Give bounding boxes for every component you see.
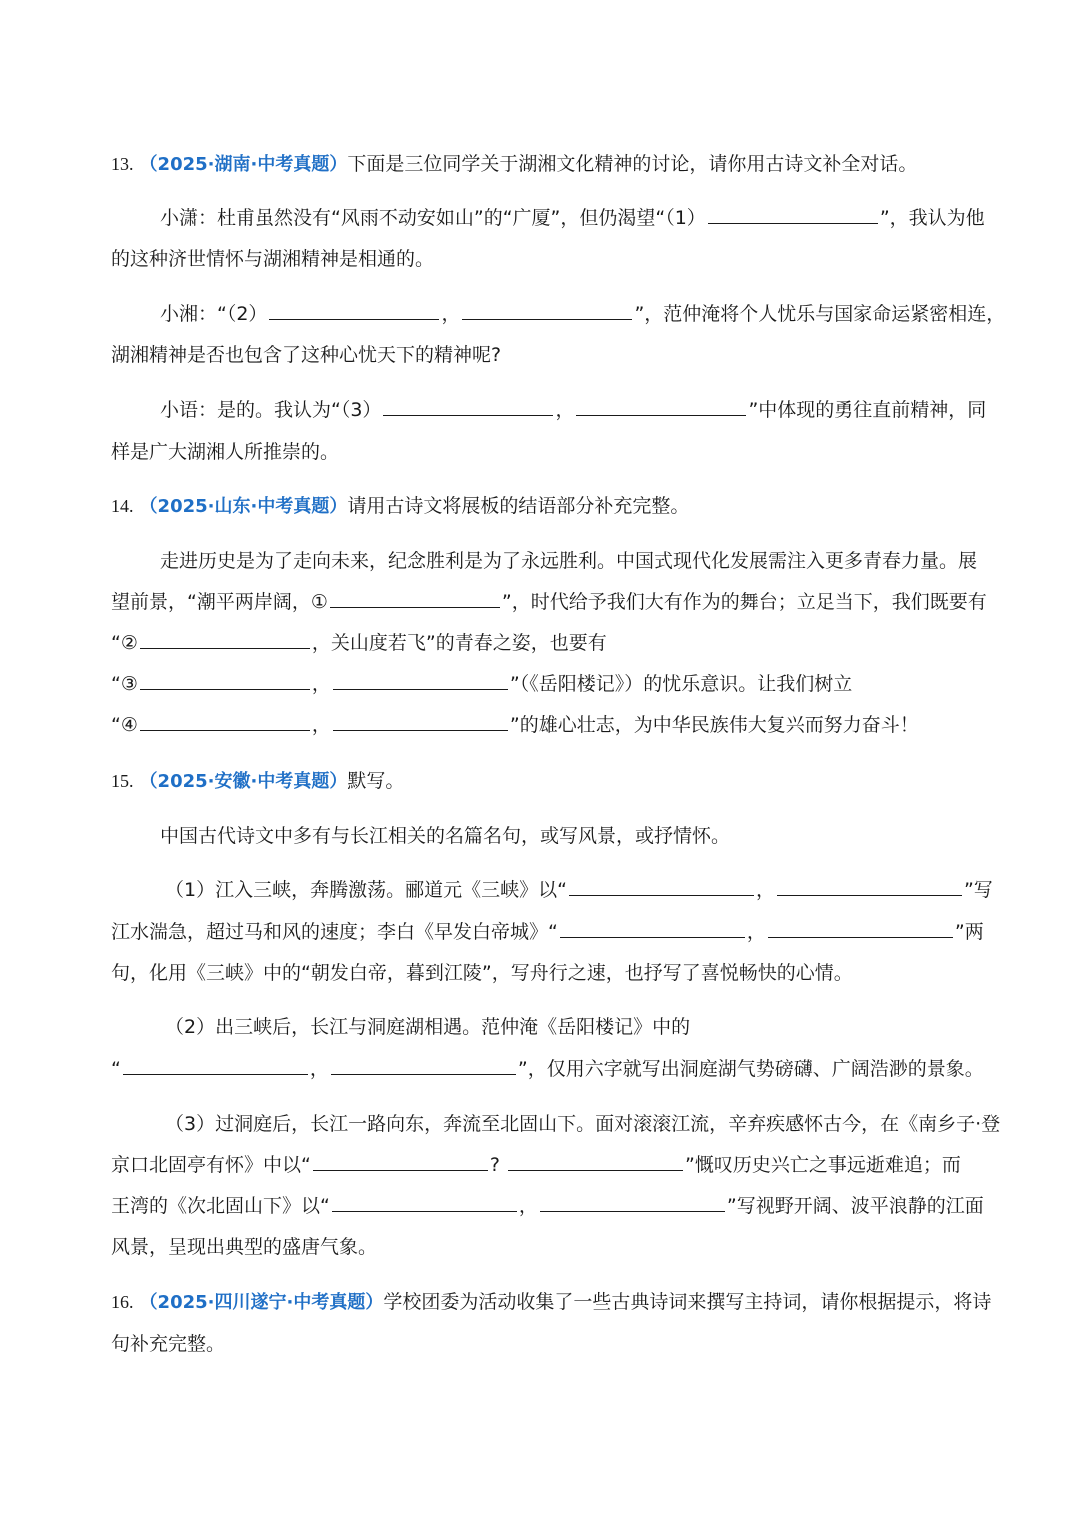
q14-text: ，关山度若飞”的青春之姿，也要有 <box>311 632 607 654</box>
q14-text: “④ <box>111 714 138 736</box>
q14-line-1: 走进历史是为了走向未来，纪念胜利是为了永远胜利。中国式现代化发展需注入更多青春力量。展 <box>160 550 978 572</box>
blank-field[interactable] <box>269 300 439 320</box>
q16-source-tag: （2025·四川遂宁·中考真题） <box>139 1292 384 1313</box>
q14-text: ”，时代给予我们大有作为的舞台；立足当下，我们既要有 <box>501 591 987 613</box>
q15-part-1-line-2 <box>111 918 984 946</box>
blank-field[interactable] <box>768 918 953 938</box>
blank-field[interactable] <box>383 396 553 416</box>
blank-field[interactable] <box>569 876 754 896</box>
blank-field[interactable] <box>313 1151 488 1171</box>
q14-stem-line <box>111 492 689 520</box>
q14-source-tag: （2025·山东·中考真题） <box>139 496 348 517</box>
q13-text: 小潇：杜甫虽然没有“风雨不动安如山”的“广厦”，但仍渴望“（1） <box>160 207 706 229</box>
q15-text: ， <box>755 879 775 901</box>
q14-stem: 请用古诗文将展板的结语部分补充完整。 <box>347 495 690 517</box>
blank-field[interactable] <box>508 1151 683 1171</box>
q16-number: 16. <box>111 1292 134 1312</box>
q14-line-3 <box>111 629 607 657</box>
q13-line-3 <box>160 300 1005 328</box>
q15-text: ”慨叹历史兴亡之事远逝难追；而 <box>685 1154 961 1176</box>
q15-part-3-line-2 <box>111 1151 961 1179</box>
q15-text: （1）江入三峡，奔腾激荡。郦道元《三峡》以“ <box>165 879 567 901</box>
blank-field[interactable] <box>140 629 310 649</box>
q13-text: ”中体现的勇往直前精神，同 <box>748 399 987 421</box>
q14-text: ， <box>311 673 331 695</box>
q13-line-4: 湖湘精神是否也包含了这种心忧天下的精神呢? <box>111 344 502 366</box>
blank-field[interactable] <box>333 711 508 731</box>
q13-line-2: 的这种济世情怀与湖湘精神是相通的。 <box>111 248 435 270</box>
q15-stem-line <box>111 767 404 795</box>
blank-field[interactable] <box>332 1192 517 1212</box>
q15-text: 王湾的《次北固山下》以“ <box>111 1195 330 1217</box>
q15-intro: 中国古代诗文中多有与长江相关的名篇名句，或写风景，或抒情怀。 <box>160 825 731 847</box>
q15-part-3-line-3 <box>111 1192 984 1220</box>
q15-text: 江水湍急，超过马和风的速度；李白《早发白帝城》“ <box>111 921 558 943</box>
q14-text: ”的雄心壮志，为中华民族伟大复兴而努力奋斗！ <box>509 714 919 736</box>
q13-number: 13. <box>111 154 134 174</box>
q13-source-tag: （2025·湖南·中考真题） <box>139 154 348 175</box>
blank-field[interactable] <box>140 711 310 731</box>
q15-part-1-line-3: 句，化用《三峡》中的“朝发白帝，暮到江陵”，写舟行之速，也抒写了喜悦畅快的心情。 <box>111 962 853 984</box>
q14-text: 望前景，“潮平两岸阔，① <box>111 591 328 613</box>
q15-text: ? <box>489 1154 500 1176</box>
blank-field[interactable] <box>123 1055 308 1075</box>
q13-text: ”，我认为他 <box>879 207 985 229</box>
q15-text: ”两 <box>954 921 984 943</box>
q14-text: “② <box>111 632 138 654</box>
q15-text: ， <box>746 921 766 943</box>
blank-field[interactable] <box>462 300 632 320</box>
q14-line-5 <box>111 711 919 739</box>
q13-line-6: 样是广大湖湘人所推崇的。 <box>111 441 340 463</box>
blank-field[interactable] <box>708 204 878 224</box>
q13-stem-line <box>111 150 917 178</box>
q14-text: ， <box>311 714 331 736</box>
q16-stem: 学校团委为活动收集了一些古典诗词来撰写主持词，请你根据提示，将诗 <box>383 1291 992 1313</box>
q15-text: “ <box>111 1058 121 1080</box>
blank-field[interactable] <box>140 670 310 690</box>
blank-field[interactable] <box>540 1192 725 1212</box>
q15-text: ， <box>518 1195 538 1217</box>
q14-text: ”（《岳阳楼记》）的忧乐意识。让我们树立 <box>509 673 853 695</box>
blank-field[interactable] <box>777 876 962 896</box>
blank-field[interactable] <box>333 670 508 690</box>
blank-field[interactable] <box>331 1055 516 1075</box>
q13-line-5 <box>160 396 986 424</box>
q15-text: ”，仅用六字就写出洞庭湖气势磅礴、广阔浩渺的景象。 <box>517 1058 984 1080</box>
q15-part-3-line-1: （3）过洞庭后，长江一路向东，奔流至北固山下。面对滚滚江流，辛弃疾感怀古今，在《南乡子·登 <box>165 1113 1001 1135</box>
q15-part-3-line-4: 风景，呈现出典型的盛唐气象。 <box>111 1236 378 1258</box>
blank-field[interactable] <box>576 396 746 416</box>
q15-text: ， <box>309 1058 329 1080</box>
blank-field[interactable] <box>330 588 500 608</box>
q15-part-2-line-2 <box>111 1055 984 1083</box>
q14-text: “③ <box>111 673 138 695</box>
q15-text: 京口北固亭有怀》中以“ <box>111 1154 311 1176</box>
q14-number: 14. <box>111 496 134 516</box>
q15-text: ”写 <box>963 879 993 901</box>
q14-line-2 <box>111 588 987 616</box>
q15-number: 15. <box>111 771 134 791</box>
q16-line-2: 句补充完整。 <box>111 1333 226 1355</box>
q15-part-2-line-1: （2）出三峡后，长江与洞庭湖相遇。范仲淹《岳阳楼记》中的 <box>165 1016 691 1038</box>
q15-source-tag: （2025·安徽·中考真题） <box>139 771 348 792</box>
q15-part-1-line-1 <box>165 876 993 904</box>
q15-stem: 默写。 <box>347 770 405 792</box>
q15-text: ”写视野开阔、波平浪静的江面 <box>726 1195 984 1217</box>
q16-stem-line <box>111 1288 991 1316</box>
q13-text: 小湘：“（2） <box>160 303 268 325</box>
q14-line-4 <box>111 670 852 698</box>
q13-text: ， <box>555 399 575 421</box>
blank-field[interactable] <box>560 918 745 938</box>
q13-text: 小语：是的。我认为“（3） <box>160 399 382 421</box>
q13-text: ， <box>441 303 461 325</box>
q13-line-1 <box>160 204 985 232</box>
q13-stem: 下面是三位同学关于湖湘文化精神的讨论，请你用古诗文补全对话。 <box>347 153 918 175</box>
q13-text: ”，范仲淹将个人忧乐与国家命运紧密相连， <box>634 303 1006 325</box>
